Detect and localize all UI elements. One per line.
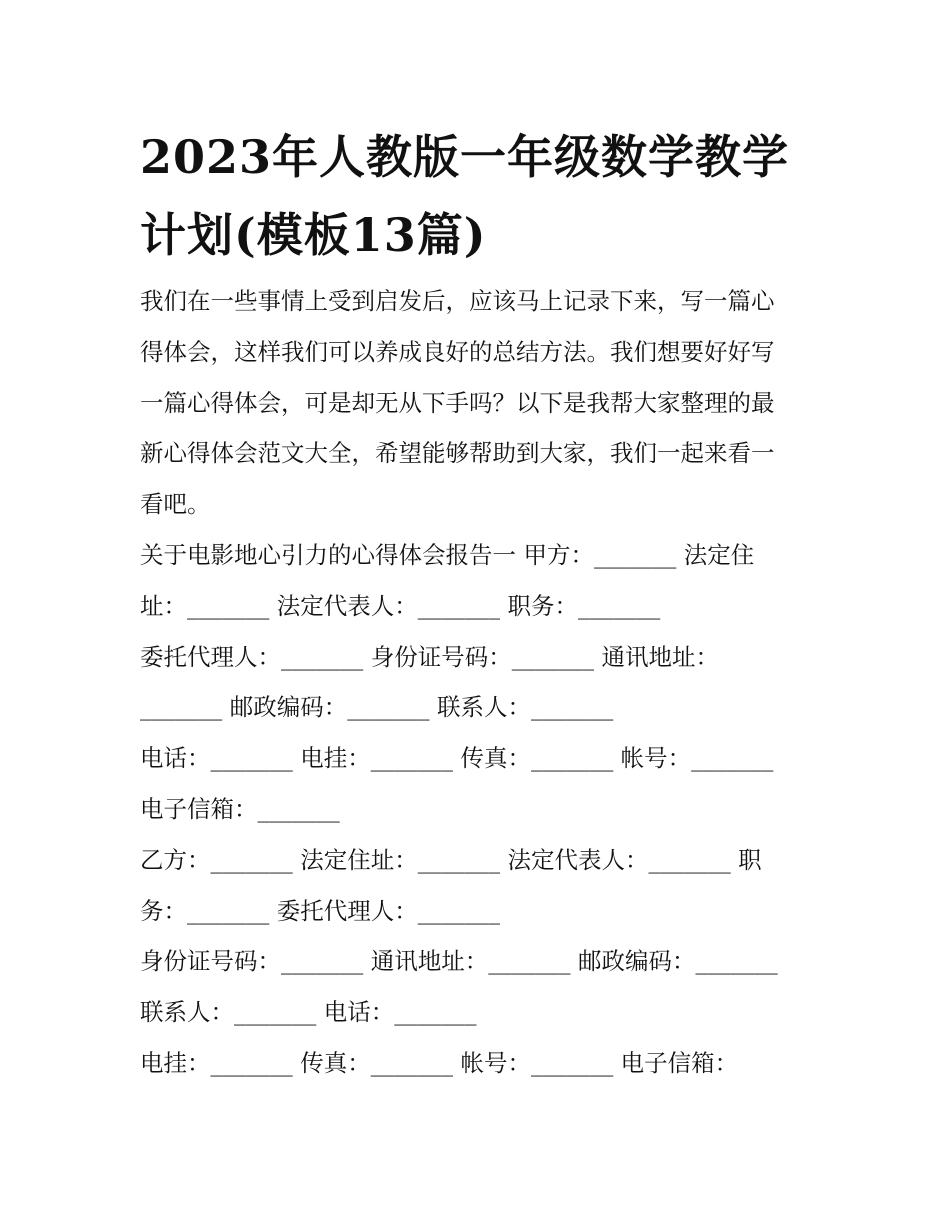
intro-line: 我们在一些事情上受到启发后，应该马上记录下来，写一篇心 xyxy=(140,287,775,315)
document-title xyxy=(140,118,840,274)
contract-line: 乙方：_______ 法定住址：_______ 法定代表人：_______ 职 xyxy=(140,845,762,874)
contract-line: 电话：_______ 电挂：_______ 传真：_______ 帐号：_______ xyxy=(140,744,774,773)
intro-line: 看吧。 xyxy=(140,490,211,519)
title-line: 2023年人教版一年级数学教学 xyxy=(140,130,790,184)
title-line: 计划(模板13篇) xyxy=(140,208,487,262)
contract-line: _______ 邮政编码：_______ 联系人：_______ xyxy=(140,693,614,722)
contract-line: 委托代理人：_______ 身份证号码：_______ 通讯地址： xyxy=(140,642,719,671)
contract-line: 电子信箱：_______ xyxy=(140,794,340,823)
contract-line: 身份证号码：_______ 通讯地址：_______ 邮政编码：_______ xyxy=(140,947,778,976)
document-body xyxy=(140,281,830,1094)
intro-line: 得体会，这样我们可以养成良好的总结方法。我们想要好好写 xyxy=(140,337,775,366)
contract-line: 联系人：_______ 电话：_______ xyxy=(140,998,477,1027)
contract-line: 关于电影地心引力的心得体会报告一 甲方：_______ 法定住 xyxy=(140,540,755,569)
intro-line: 一篇心得体会，可是却无从下手吗？以下是我帮大家整理的最 xyxy=(140,388,775,417)
contract-line: 址：_______ 法定代表人：_______ 职务：_______ xyxy=(140,591,661,620)
intro-line: 新心得体会范文大全，希望能够帮助到大家，我们一起来看一 xyxy=(140,439,775,468)
contract-line: 电挂：_______ 传真：_______ 帐号：_______ 电子信箱： xyxy=(140,1048,739,1077)
contract-line: 务：_______ 委托代理人：_______ xyxy=(140,896,500,925)
